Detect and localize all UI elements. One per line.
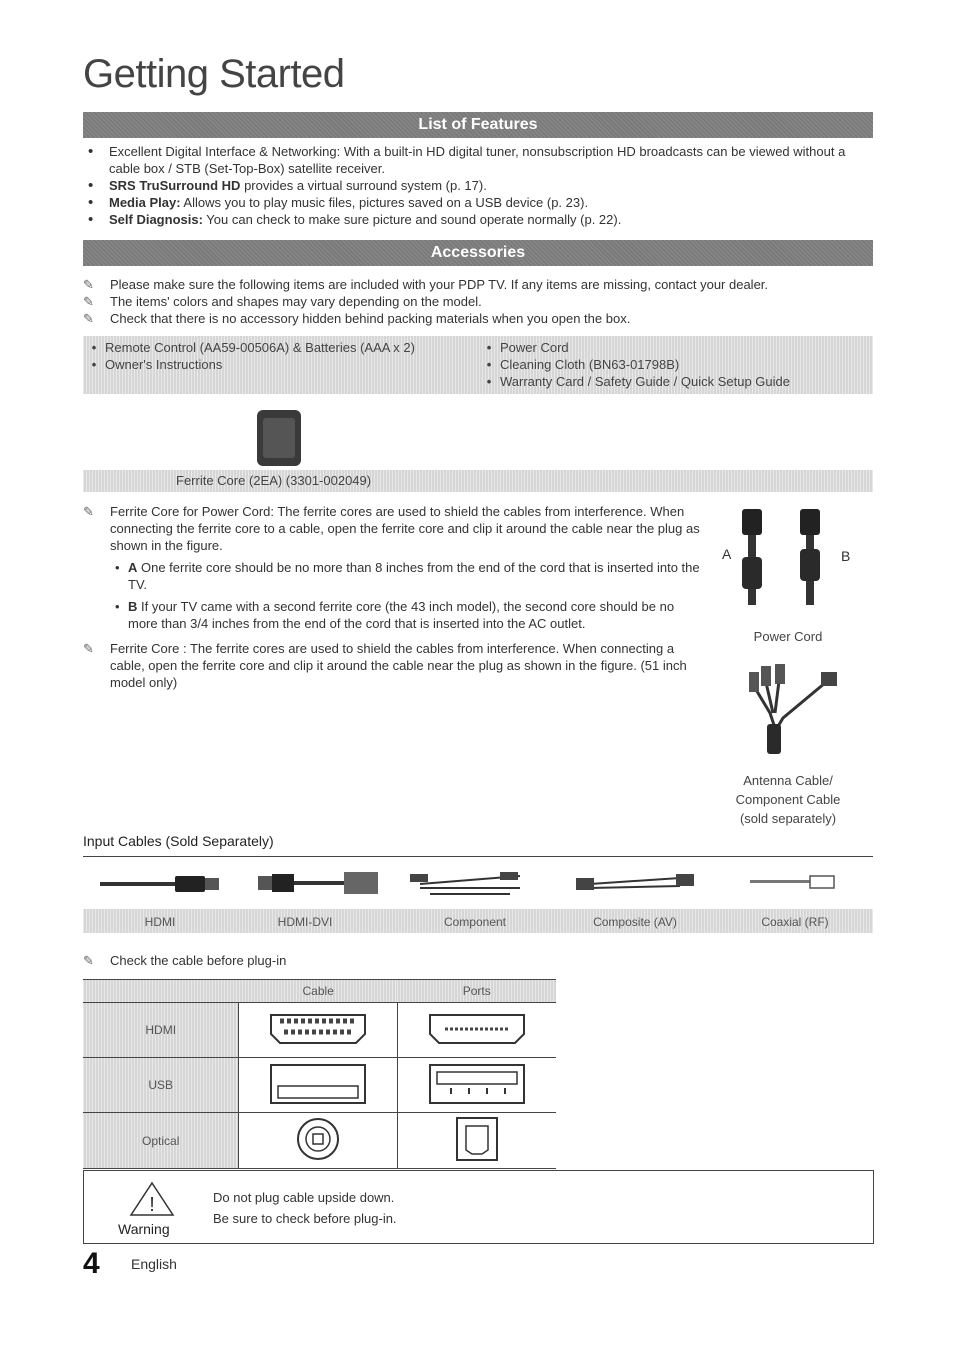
col-cable: Cable (239, 980, 398, 1003)
hdmi-port-icon (397, 1003, 556, 1058)
ferrite-sub-b: • B If your TV came with a second ferrite core (the 43 inch model), the second core should be no more than 3/4 inches from the end of the cord that is inserted into the AC outlet. (115, 599, 675, 631)
usb-cable-icon (239, 1058, 398, 1113)
feature-item: • Self Diagnosis: You can check to make sure picture and sound operate normally (p. 22). (83, 211, 863, 228)
note-pen-icon: ✎ (83, 641, 94, 656)
ferrite-caption-bar (83, 470, 873, 492)
note: ✎ Ferrite Core : The ferrite cores are used to shield the cables from interference. When connecting a cable, open the ferrite core and clip it around the cable near the plug as shown in the figure. (51 inch model only) (83, 641, 687, 690)
cable-label: Component (443, 915, 507, 929)
check-note: ✎ Check the cable before plug-in (83, 953, 287, 968)
antenna-cable-image (735, 658, 845, 763)
power-cord-image (720, 505, 860, 615)
power-cord-caption: Power Cord (753, 629, 823, 644)
label-b: B (841, 548, 851, 564)
warning-box (83, 1170, 874, 1244)
feature-item: • SRS TruSurround HD provides a virtual surround system (p. 17). (83, 177, 863, 194)
note-pen-icon: ✎ (83, 311, 94, 326)
cable-label: Coaxial (RF) (761, 915, 829, 929)
page-title: Getting Started (83, 52, 345, 96)
accessories-right-list (478, 339, 873, 390)
accessories-left-list (83, 339, 478, 373)
features-heading: List of Features (83, 112, 873, 138)
note: ✎ Please make sure the following items are included with your PDP TV. If any items are missing, contact your dealer. (83, 277, 769, 292)
features-list (83, 143, 863, 228)
row-label: Optical (83, 1113, 239, 1169)
cable-label: Composite (AV) (593, 915, 677, 929)
svg-text:!: ! (149, 1194, 155, 1216)
warning-text: Do not plug cable upside down. Be sure to check before plug-in. (213, 1190, 397, 1226)
note: ✎ Check that there is no accessory hidden behind packing materials when you open the box. (83, 311, 631, 326)
ferrite-sub-a: • A One ferrite core should be no more than 8 inches from the end of the cord that is inserted into the TV. (115, 560, 700, 592)
note: ✎ Ferrite Core for Power Cord: The ferrite cores are used to shield the cables from interference. When connecting the ferrite core to a cable, open the ferrite core and clip it around the cable near the plug as shown in the figure. (83, 504, 700, 553)
ferrite-core-image (257, 410, 301, 466)
accessory-item: • Warranty Card / Safety Guide / Quick Setup Guide (486, 374, 790, 389)
accessories-notes (83, 276, 873, 327)
accessories-heading: Accessories (83, 240, 873, 266)
note-pen-icon: ✎ (83, 294, 94, 309)
cable-label: HDMI (144, 915, 176, 929)
accessory-item: • Cleaning Cloth (BN63-01798B) (486, 357, 680, 372)
warning-label: Warning (118, 1221, 170, 1237)
row-label: HDMI (83, 1003, 239, 1058)
optical-cable-icon (239, 1113, 398, 1169)
warning-icon (129, 1181, 175, 1217)
note-pen-icon: ✎ (83, 953, 94, 968)
divider (83, 856, 873, 857)
cables-image (90, 866, 870, 902)
note: ✎ The items' colors and shapes may vary depending on the model. (83, 294, 482, 309)
accessory-item: • Power Cord (486, 340, 569, 355)
footer-language: English (131, 1256, 177, 1272)
input-cables-heading: Input Cables (Sold Separately) (83, 833, 274, 849)
accessory-item: • Remote Control (AA59-00506A) & Batteries (AAA x 2) (91, 340, 415, 355)
cable-label: HDMI-DVI (277, 915, 333, 929)
usb-port-icon (397, 1058, 556, 1113)
accessory-item: • Owner's Instructions (91, 357, 223, 372)
row-label: USB (83, 1058, 239, 1113)
ferrite-caption: Ferrite Core (2EA) (3301-002049) (176, 473, 372, 488)
label-a: A (722, 546, 732, 562)
optical-port-icon (397, 1113, 556, 1169)
page-number: 4 (83, 1247, 100, 1280)
hdmi-cable-icon (239, 1003, 398, 1058)
feature-item: • Excellent Digital Interface & Networking: With a built-in HD digital tuner, nonsubscription HD broadcasts can be viewed without a cable box / STB (Set-Top-Box) satellite receiver. (83, 143, 863, 177)
feature-item: • Media Play: Allows you to play music files, pictures saved on a USB device (p. 23). (83, 194, 863, 211)
ports-table (83, 979, 556, 1169)
antenna-caption: Antenna Cable/ Component Cable (sold separately) (735, 773, 841, 826)
col-ports: Ports (397, 980, 556, 1003)
note-pen-icon: ✎ (83, 277, 94, 292)
ferrite-notes (83, 503, 703, 691)
note-pen-icon: ✎ (83, 504, 94, 519)
